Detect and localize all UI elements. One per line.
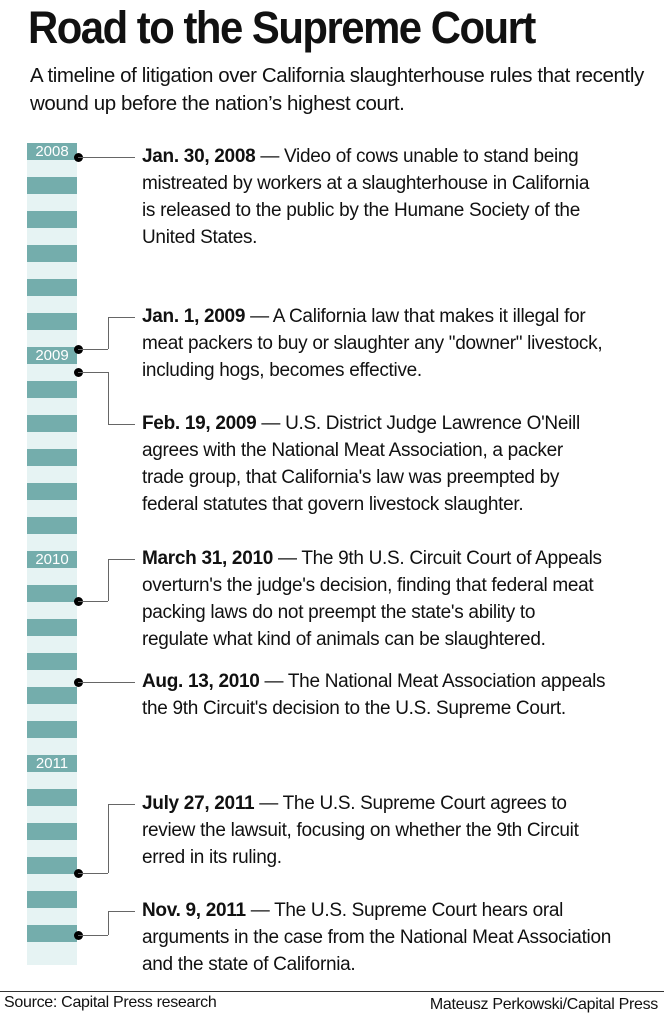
event-line — [142, 817, 579, 844]
timeline-stripe — [27, 415, 77, 432]
connector-line — [78, 157, 135, 158]
timeline-stripe — [27, 347, 77, 364]
timeline-stripe — [27, 517, 77, 534]
timeline-event — [142, 410, 580, 518]
connector-line — [78, 601, 108, 602]
connector-line — [108, 911, 109, 935]
event-text: including hogs, becomes effective. — [142, 360, 422, 381]
year-label: 2011 — [35, 755, 69, 772]
event-line — [142, 790, 579, 817]
event-text: agrees with the National Meat Association, a packer — [142, 440, 563, 461]
connector-line — [108, 372, 109, 424]
timeline-event — [142, 143, 589, 251]
subtitle: A timeline of litigation over California slaughterhouse rules that recently wound up before the nation’s highest court. — [30, 64, 644, 115]
event-line — [142, 330, 602, 357]
connector-line — [78, 935, 108, 936]
timeline-stripe — [27, 925, 77, 942]
event-line — [142, 437, 580, 464]
timeline-stripe — [27, 687, 77, 704]
timeline-stripe — [27, 177, 77, 194]
timeline-stripe — [27, 619, 77, 636]
event-line — [142, 303, 602, 330]
timeline-bar — [27, 143, 77, 965]
event-text: — The National Meat Association appeals — [259, 671, 606, 692]
timeline-stripe — [27, 857, 77, 874]
event-text: trade group, that California's law was preempted by — [142, 467, 560, 488]
event-text: mistreated by workers at a slaughterhouse in California — [142, 173, 590, 194]
event-date: Nov. 9, 2011 — [142, 900, 246, 921]
connector-line — [108, 424, 135, 425]
timeline-stripe — [27, 891, 77, 908]
timeline-stripe — [27, 313, 77, 330]
event-line — [142, 224, 589, 251]
connector-line — [108, 559, 135, 560]
event-text: — U.S. District Judge Lawrence O'Neill — [256, 413, 580, 434]
event-line — [142, 668, 605, 695]
year-label: 2008 — [35, 143, 69, 160]
event-line — [142, 951, 611, 978]
timeline-stripe — [27, 483, 77, 500]
timeline-stripe — [27, 585, 77, 602]
event-text: — A California law that makes it illegal for — [245, 306, 586, 327]
timeline-event — [142, 303, 602, 384]
event-text: is released to the public by the Humane Society of the — [142, 200, 580, 221]
timeline-stripe — [27, 279, 77, 296]
event-line — [142, 897, 611, 924]
event-line — [142, 844, 579, 871]
timeline-event — [142, 668, 605, 722]
event-text: federal statutes that govern livestock slaughter. — [142, 494, 524, 515]
connector-line — [108, 804, 109, 873]
event-line — [142, 357, 602, 384]
timeline-stripe — [27, 789, 77, 806]
event-text: — The U.S. Supreme Court hears oral — [245, 900, 564, 921]
event-line — [142, 464, 580, 491]
timeline-stripe — [27, 823, 77, 840]
connector-line — [78, 372, 108, 373]
event-date: Jan. 30, 2008 — [142, 146, 256, 167]
connector-line — [108, 911, 135, 912]
timeline-stripe — [27, 449, 77, 466]
event-date: March 31, 2010 — [142, 548, 273, 569]
timeline-stripe — [27, 381, 77, 398]
connector-line — [108, 559, 109, 601]
source-note: Source: Capital Press research — [4, 994, 217, 1011]
timeline-stripe — [27, 755, 77, 772]
event-text: — Video of cows unable to stand being — [255, 146, 579, 167]
credit-note: Mateusz Perkowski/Capital Press — [429, 996, 658, 1013]
footer-divider — [0, 991, 664, 992]
event-text: packing laws do not preempt the state's ability to — [142, 602, 536, 623]
event-date: Aug. 13, 2010 — [142, 671, 260, 692]
event-line — [142, 143, 589, 170]
connector-line — [108, 317, 109, 349]
event-text: review the lawsuit, focusing on whether the 9th Circuit — [142, 820, 579, 841]
timeline-event — [142, 545, 602, 653]
event-text: the 9th Circuit's decision to the U.S. Supreme Court. — [142, 698, 566, 719]
connector-line — [78, 682, 135, 683]
year-label: 2010 — [35, 551, 69, 568]
event-text: — The U.S. Supreme Court agrees to — [254, 793, 567, 814]
timeline-stripe — [27, 245, 77, 262]
event-line — [142, 545, 602, 572]
timeline-stripe — [27, 653, 77, 670]
connector-line — [78, 873, 108, 874]
timeline-stripe — [27, 143, 77, 160]
timeline-stripe — [27, 721, 77, 738]
event-line — [142, 599, 602, 626]
event-date: Feb. 19, 2009 — [142, 413, 257, 434]
event-text: regulate what kind of animals can be slaughtered. — [142, 629, 546, 650]
event-line — [142, 197, 589, 224]
event-line — [142, 924, 611, 951]
event-line — [142, 410, 580, 437]
event-line — [142, 695, 605, 722]
event-text: erred in its ruling. — [142, 847, 282, 868]
event-text: arguments in the case from the National Meat Association — [142, 927, 612, 948]
event-text: overturn's the judge's decision, finding that federal meat — [142, 575, 594, 596]
event-date: July 27, 2011 — [142, 793, 255, 814]
connector-line — [108, 804, 135, 805]
event-text: meat packers to buy or slaughter any "downer" livestock, — [142, 333, 603, 354]
connector-line — [78, 349, 108, 350]
event-line — [142, 572, 602, 599]
page-title: Road to the Supreme Court — [28, 2, 535, 53]
event-line — [142, 170, 589, 197]
event-text: and the state of California. — [142, 954, 356, 975]
year-label: 2009 — [35, 347, 69, 364]
timeline-stripe — [27, 551, 77, 568]
timeline-event — [142, 897, 611, 978]
timeline-event — [142, 790, 579, 871]
event-line — [142, 491, 580, 518]
event-text: — The 9th U.S. Circuit Court of Appeals — [273, 548, 602, 569]
event-text: United States. — [142, 227, 258, 248]
event-date: Jan. 1, 2009 — [142, 306, 246, 327]
event-line — [142, 626, 602, 653]
timeline-stripe — [27, 211, 77, 228]
connector-line — [108, 317, 135, 318]
